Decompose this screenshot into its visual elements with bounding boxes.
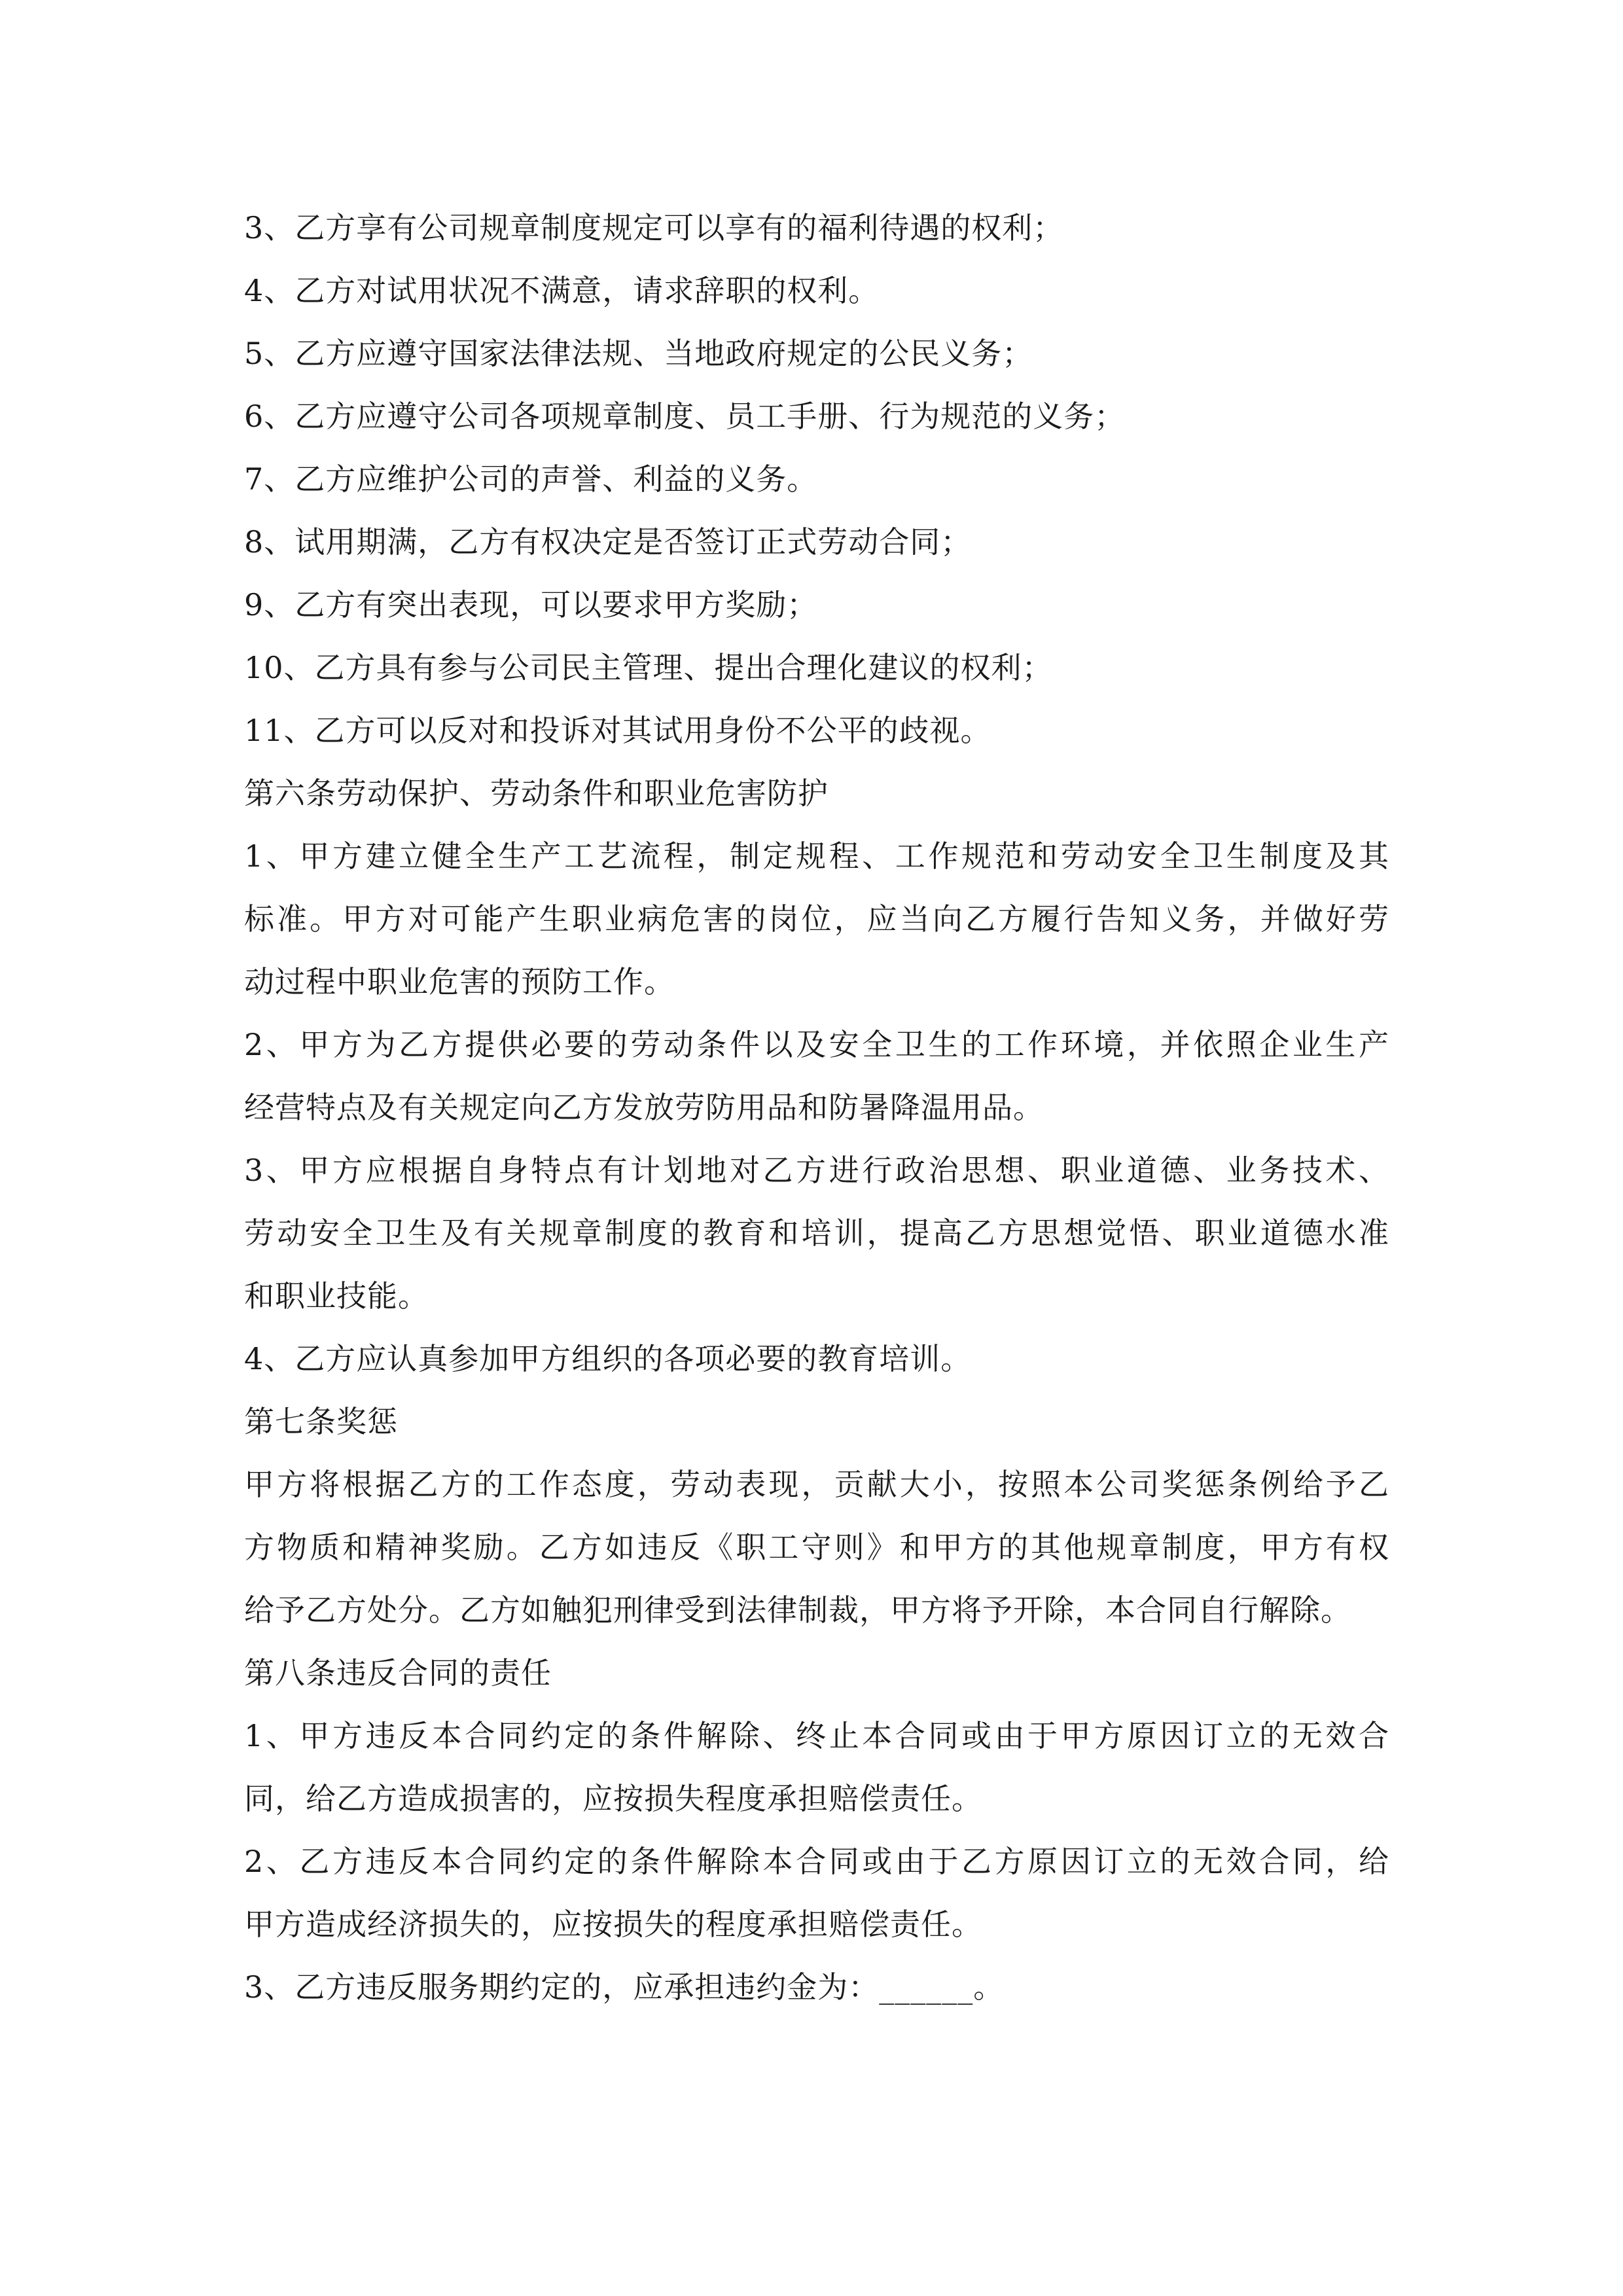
article-8-paragraph-2 (244, 1830, 1389, 1956)
article-8-heading: 第八条违反合同的责任 (244, 1655, 552, 1691)
paragraph-line: 和职业技能。 (244, 1278, 429, 1314)
paragraph-line: 3、甲方应根据自身特点有计划地对乙方进行政治思想、职业道德、业务技术、 (244, 1153, 1389, 1188)
clause-item-3: 3、乙方享有公司规章制度规定可以享有的福利待遇的权利； (244, 210, 1064, 245)
paragraph-line: 经营特点及有关规定向乙方发放劳防用品和防暑降温用品。 (244, 1090, 1044, 1125)
article-7-paragraph-1 (244, 1453, 1389, 1641)
paragraph-line: 2、甲方为乙方提供必要的劳动条件以及安全卫生的工作环境，并依照企业生产 (244, 1027, 1389, 1062)
clause-item-5: 5、乙方应遵守国家法律法规、当地政府规定的公民义务； (244, 336, 1033, 371)
clause-item-9: 9、乙方有突出表现，可以要求甲方奖励； (244, 587, 818, 622)
paragraph-line: 方物质和精神奖励。乙方如违反《职工守则》和甲方的其他规章制度，甲方有权 (244, 1530, 1389, 1565)
document-body (244, 196, 1389, 2018)
paragraph-line: 1、甲方违反本合同约定的条件解除、终止本合同或由于甲方原因订立的无效合 (244, 1718, 1389, 1753)
paragraph-line: 动过程中职业危害的预防工作。 (244, 964, 675, 999)
paragraph-line: 1、甲方建立健全生产工艺流程，制定规程、工作规范和劳动安全卫生制度及其 (244, 838, 1389, 874)
paragraph-line: 同，给乙方造成损害的，应按损失程度承担赔偿责任。 (244, 1781, 982, 1816)
paragraph-line: 甲方造成经济损失的，应按损失的程度承担赔偿责任。 (244, 1907, 982, 1942)
clause-item-7: 7、乙方应维护公司的声誉、利益的义务。 (244, 461, 818, 497)
paragraph-line: 2、乙方违反本合同约定的条件解除本合同或由于乙方原因订立的无效合同，给 (244, 1844, 1389, 1879)
article-6-paragraph-3 (244, 1139, 1389, 1327)
paragraph-line: 甲方将根据乙方的工作态度，劳动表现，贡献大小，按照本公司奖惩条例给予乙 (244, 1467, 1389, 1502)
paragraph-line: 标准。甲方对可能产生职业病危害的岗位，应当向乙方履行告知义务，并做好劳 (244, 901, 1389, 937)
article-8-paragraph-3: 3、乙方违反服务期约定的，应承担违约金为：______。 (244, 1969, 1005, 2005)
article-6-paragraph-2 (244, 1013, 1389, 1139)
paragraph-line: 给予乙方处分。乙方如触犯刑律受到法律制裁，甲方将予开除，本合同自行解除。 (244, 1592, 1351, 1628)
article-8-paragraph-1 (244, 1704, 1389, 1830)
clause-item-6: 6、乙方应遵守公司各项规章制度、员工手册、行为规范的义务； (244, 399, 1126, 434)
clause-item-4: 4、乙方对试用状况不满意，请求辞职的权利。 (244, 273, 880, 308)
article-6-paragraph-1 (244, 825, 1389, 1013)
clause-item-10: 10、乙方具有参与公司民主管理、提出合理化建议的权利； (244, 650, 1053, 685)
article-7-heading: 第七条奖惩 (244, 1404, 398, 1439)
article-6-heading: 第六条劳动保护、劳动条件和职业危害防护 (244, 776, 829, 811)
clause-item-8: 8、试用期满，乙方有权决定是否签订正式劳动合同； (244, 524, 972, 560)
article-6-paragraph-4: 4、乙方应认真参加甲方组织的各项必要的教育培训。 (244, 1341, 972, 1376)
clause-item-11: 11、乙方可以反对和投诉对其试用身份不公平的歧视。 (244, 713, 991, 748)
paragraph-line: 劳动安全卫生及有关规章制度的教育和培训，提高乙方思想觉悟、职业道德水准 (244, 1215, 1389, 1251)
